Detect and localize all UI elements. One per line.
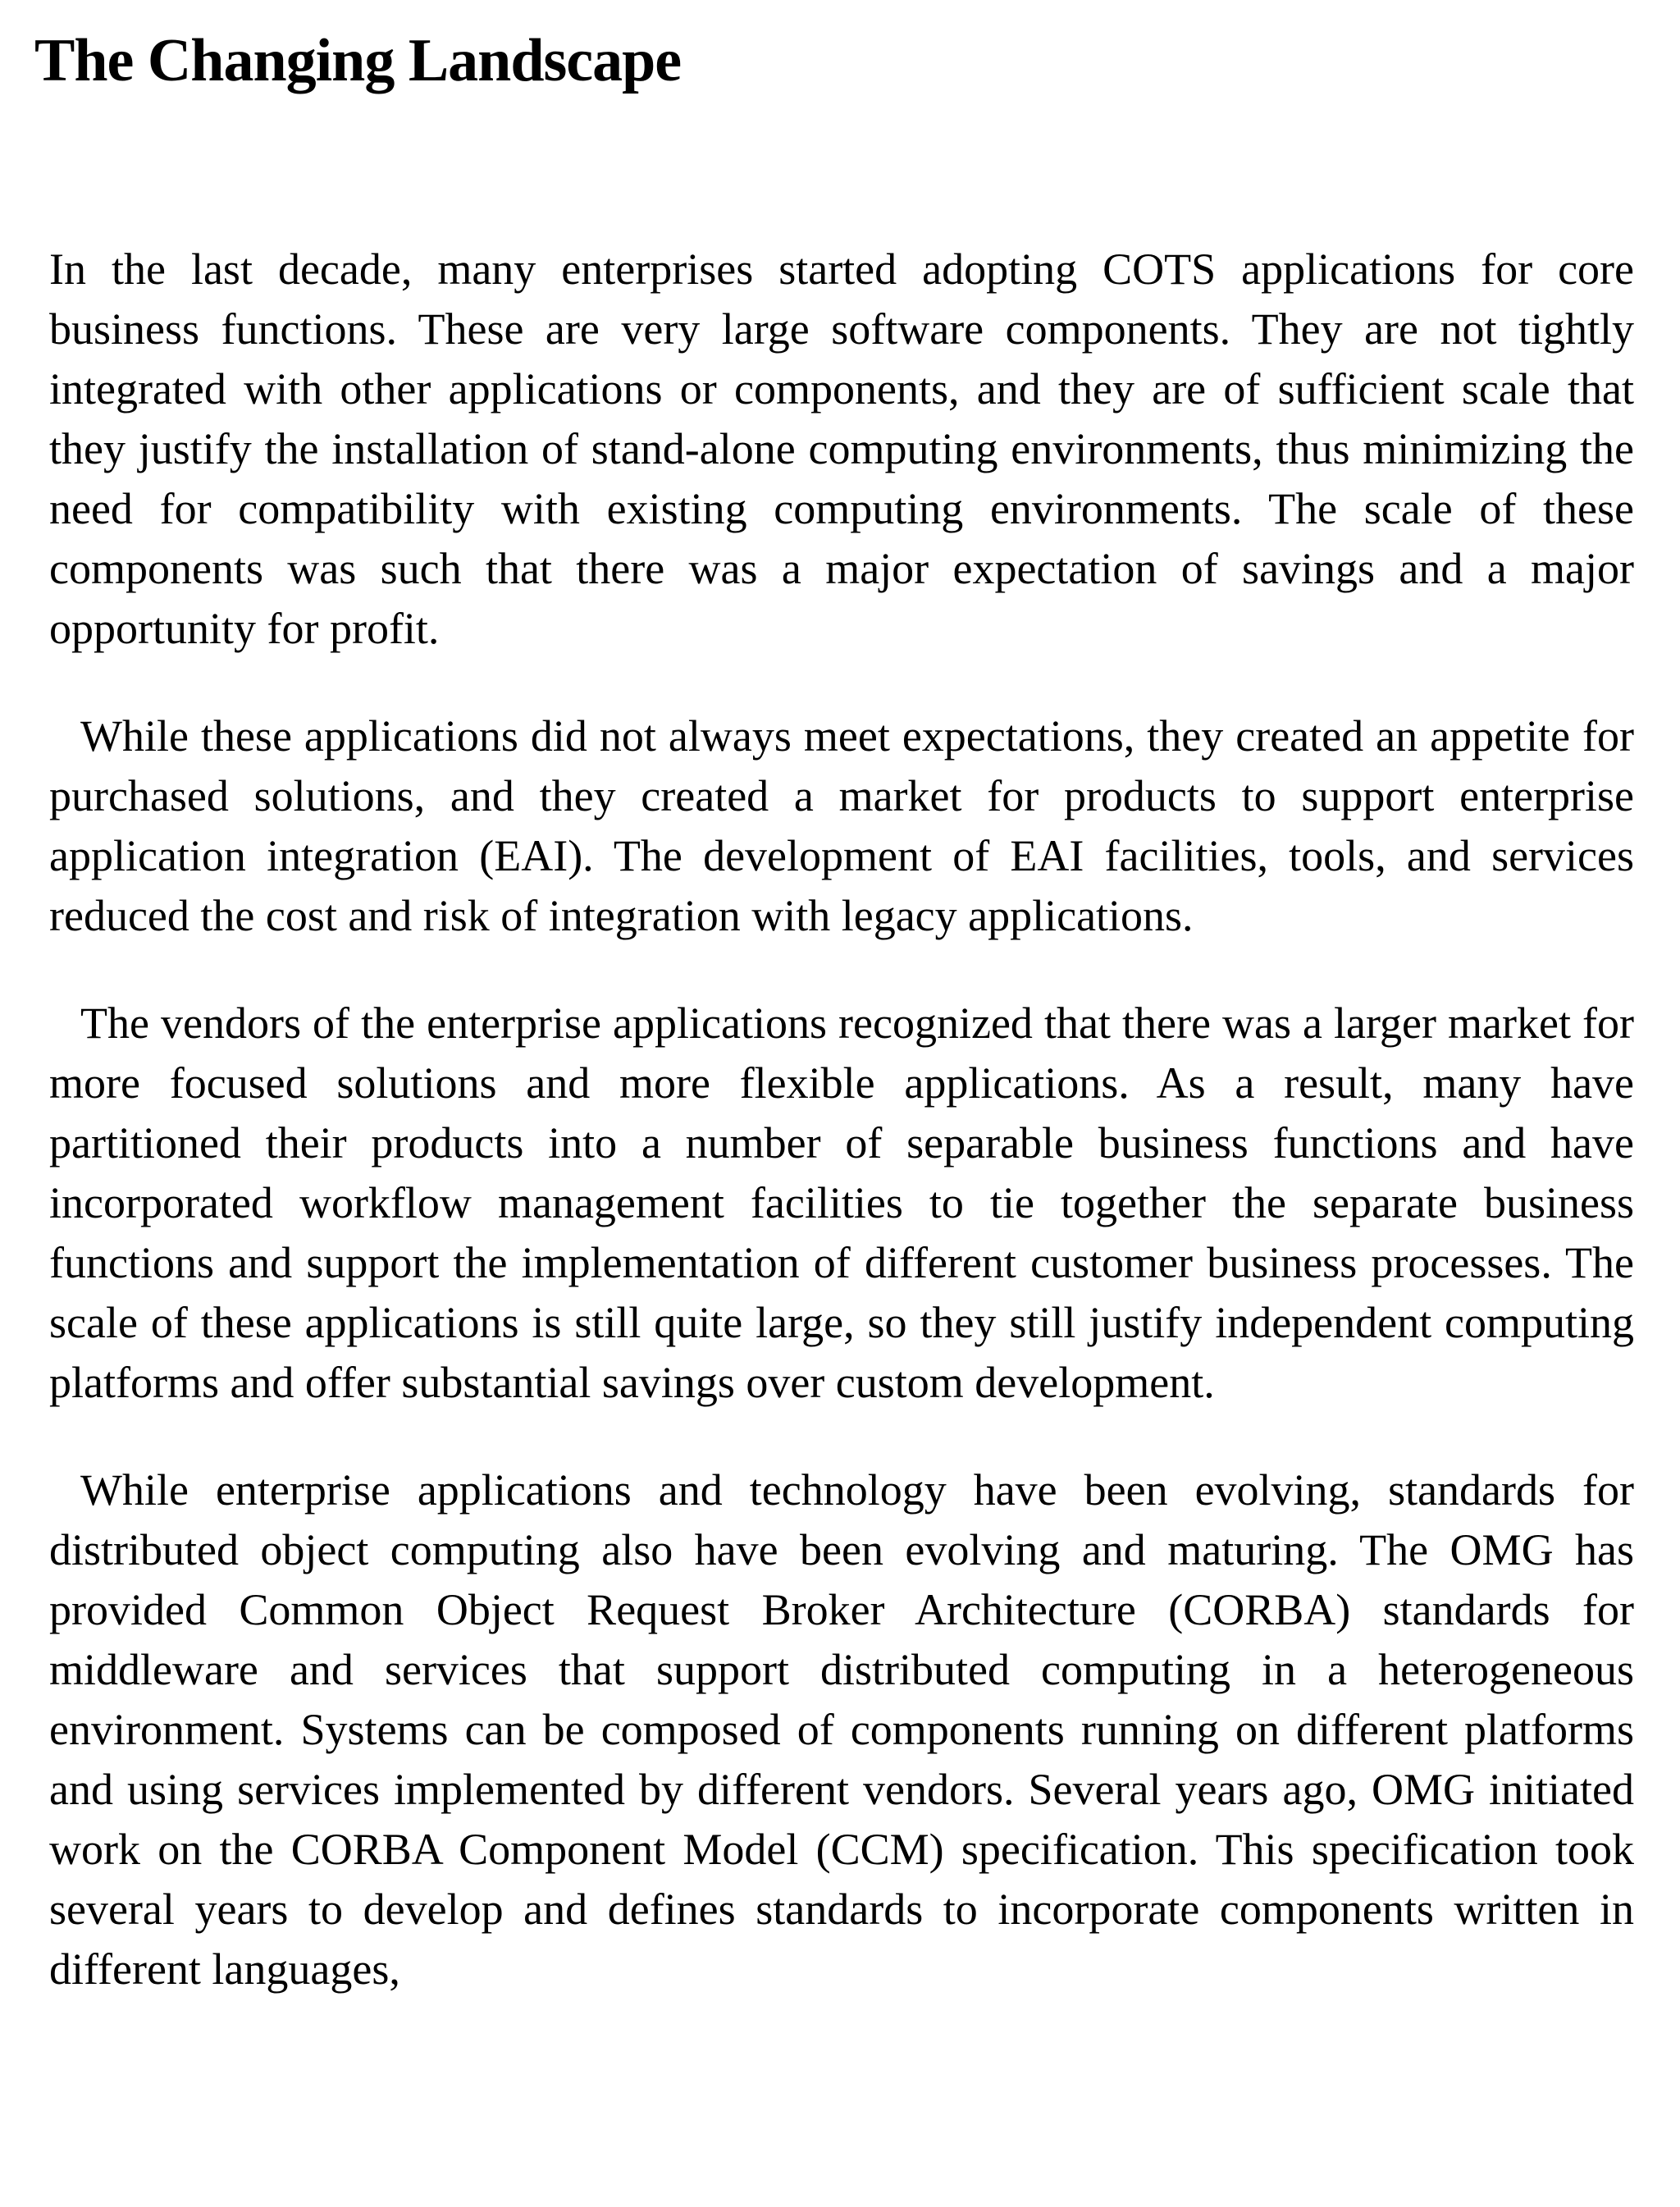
- paragraph-3: The vendors of the enterprise applications recognized that there was a larger market for more focused solutions and more flexible applications. As a result, many have partitioned their products into a number of separable business functions and have incorporated workflow management facilities to tie together the separate business functions and support the implementation of different customer business processes. The scale of these applications is still quite large, so they still justify independent computing platforms and offer substantial savings over custom development.: [49, 998, 1634, 1407]
- body-text: [49, 240, 1634, 2047]
- page-title: The Changing Landscape: [34, 27, 682, 94]
- paragraph-2: While these applications did not always meet expectations, they created an appetite for purchased solutions, and they created a market for products to support enterprise application integration (EAI). The development of EAI facilities, tools, and services reduced the cost and risk of integration with legacy applications.: [49, 711, 1634, 940]
- paragraph-1: In the last decade, many enterprises started adopting COTS applications for core business functions. These are very large software components. They are not tightly integrated with other applications or components, and they are of sufficient scale that they justify the installation of stand-alone computing environments, thus minimizing the need for compatibility with existing computing environments. The scale of these components was such that there was a major expectation of savings and a major opportunity for profit.: [49, 244, 1634, 653]
- paragraph-4: While enterprise applications and technology have been evolving, standards for distributed object computing also have been evolving and maturing. The OMG has provided Common Object Request Broker Architecture (CORBA) standards for middleware and services that support distributed computing in a heterogeneous environment. Systems can be composed of components running on different platforms and using services implemented by different vendors. Several years ago, OMG initiated work on the CORBA Component Model (CCM) specification. This specification took several years to develop and defines standards to incorporate components written in different languages,: [49, 1465, 1634, 1994]
